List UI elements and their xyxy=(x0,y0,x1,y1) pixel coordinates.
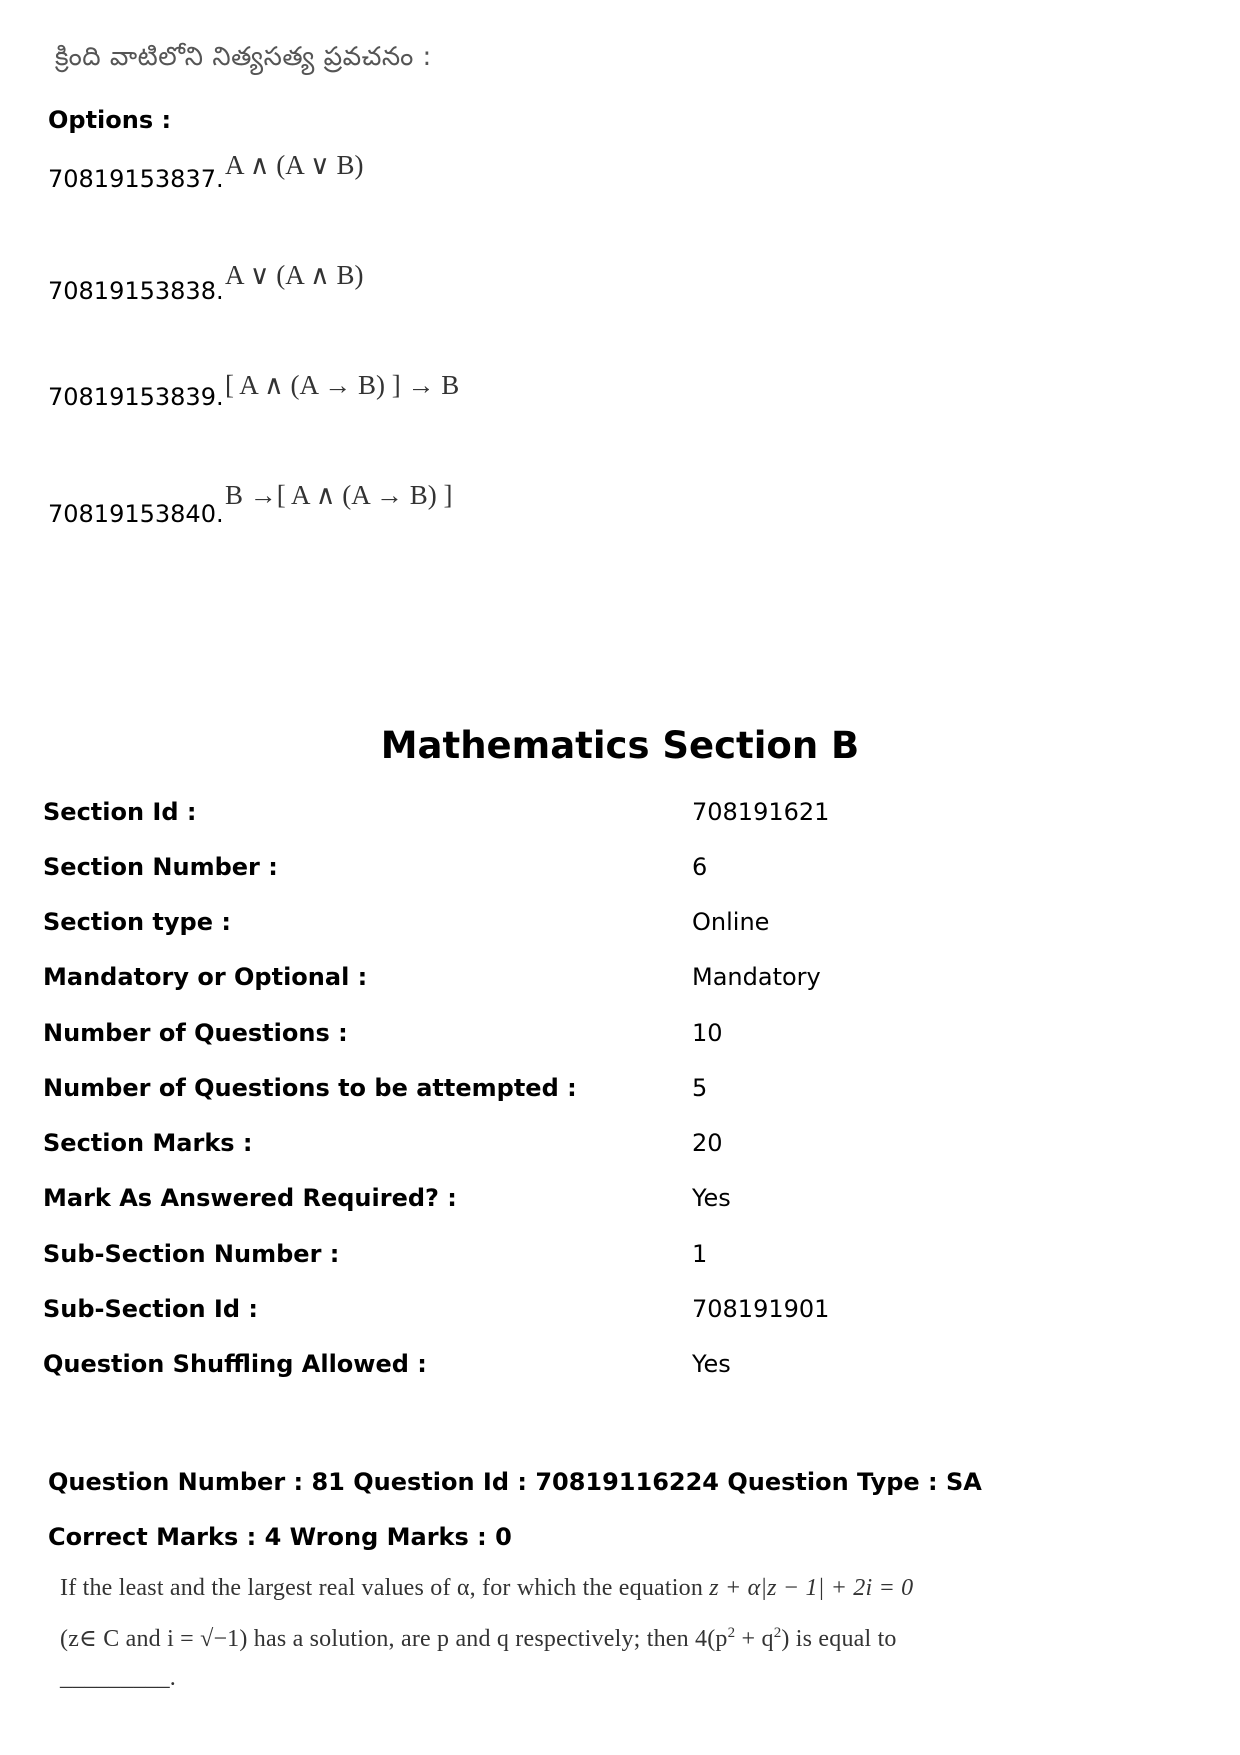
mark-answered-value: Yes xyxy=(692,1184,731,1212)
mark-answered-label: Mark As Answered Required? : xyxy=(43,1184,457,1212)
section-number-label: Section Number : xyxy=(43,853,278,881)
question-text-part: ) is equal to xyxy=(781,1626,897,1652)
question-prompt: క్రింది వాటిలోని నిత్యసత్య ప్రవచనం : xyxy=(55,42,432,72)
section-title: Mathematics Section B xyxy=(380,724,860,767)
subsection-number-label: Sub-Section Number : xyxy=(43,1240,340,1268)
superscript: 2 xyxy=(727,1625,736,1641)
subsection-number-value: 1 xyxy=(692,1240,708,1268)
question-text-line2 xyxy=(60,1624,897,1653)
section-marks-value: 20 xyxy=(692,1129,723,1157)
option-expression: A ∧ (A ∨ B) xyxy=(225,150,364,180)
option-id: 70819153840. xyxy=(48,500,224,528)
section-number-value: 6 xyxy=(692,853,708,881)
section-id-value: 708191621 xyxy=(692,798,830,826)
option-id: 70819153839. xyxy=(48,383,224,411)
option-id: 70819153838. xyxy=(48,277,224,305)
option-expression: [ A ∧ (A → B) ] → B xyxy=(225,370,460,400)
option-expression: A ∨ (A ∧ B) xyxy=(225,260,364,290)
option-id: 70819153837. xyxy=(48,165,224,193)
question-header: Question Number : 81 Question Id : 70819116224 Question Type : SA xyxy=(48,1468,982,1496)
shuffling-label: Question Shuffling Allowed : xyxy=(43,1350,427,1378)
question-text-line1 xyxy=(60,1575,913,1602)
num-attempt-label: Number of Questions to be attempted : xyxy=(43,1074,577,1102)
subsection-id-value: 708191901 xyxy=(692,1295,830,1323)
section-id-label: Section Id : xyxy=(43,798,197,826)
section-type-value: Online xyxy=(692,908,770,936)
num-questions-value: 10 xyxy=(692,1019,723,1047)
mandatory-value: Mandatory xyxy=(692,963,821,991)
question-marks: Correct Marks : 4 Wrong Marks : 0 xyxy=(48,1523,512,1551)
mandatory-label: Mandatory or Optional : xyxy=(43,963,368,991)
superscript: 2 xyxy=(773,1625,782,1641)
options-label: Options : xyxy=(48,106,172,134)
subsection-id-label: Sub-Section Id : xyxy=(43,1295,258,1323)
question-text-part: (z∈ C and i = √−1) has a solution, are p and q respectively; then 4(p xyxy=(60,1626,728,1652)
question-text-part: + q xyxy=(735,1626,774,1652)
section-type-label: Section type : xyxy=(43,908,231,936)
answer-blank: _________. xyxy=(60,1665,176,1691)
shuffling-value: Yes xyxy=(692,1350,731,1378)
num-attempt-value: 5 xyxy=(692,1074,708,1102)
num-questions-label: Number of Questions : xyxy=(43,1019,348,1047)
question-text-part: If the least and the largest real values of α, for which the equation xyxy=(60,1575,710,1601)
equation: z + α|z − 1| + 2i = 0 xyxy=(709,1575,914,1601)
option-expression: B →[ A ∧ (A → B) ] xyxy=(225,480,453,510)
section-marks-label: Section Marks : xyxy=(43,1129,253,1157)
